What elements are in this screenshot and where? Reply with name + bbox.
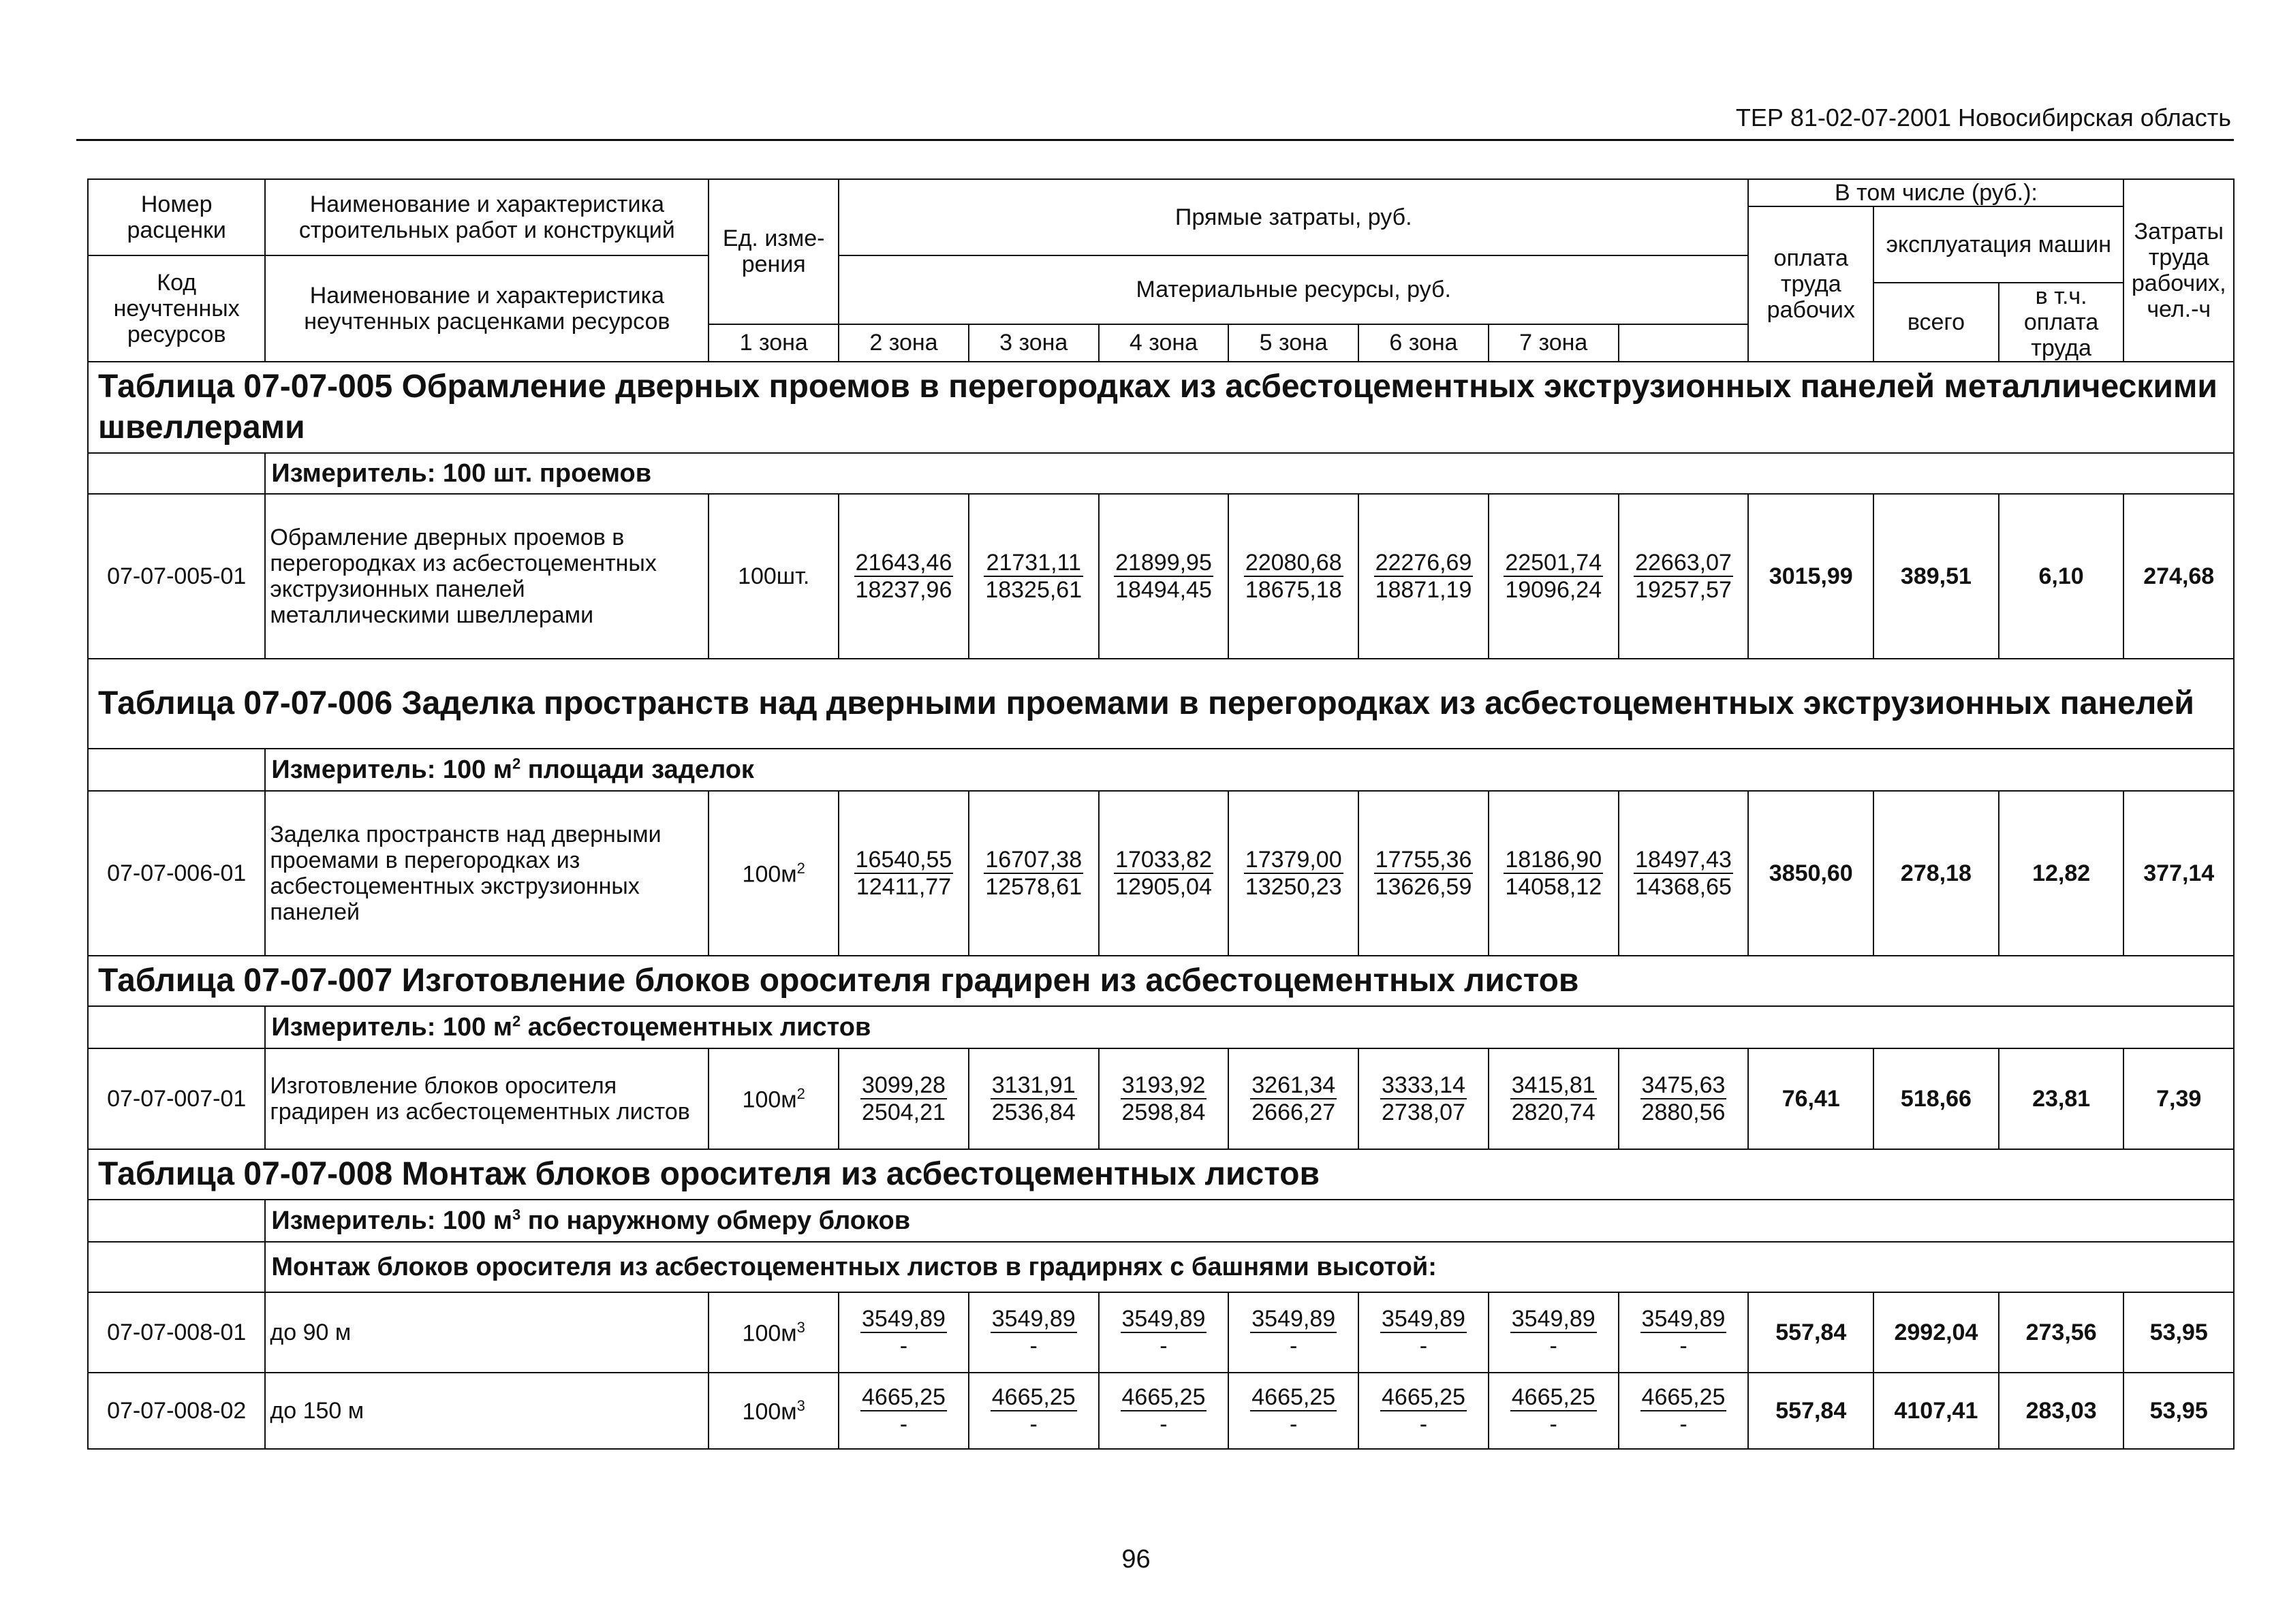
zone-value <box>1228 494 1358 659</box>
direct-cost: 16540,55 <box>854 847 954 874</box>
direct-cost: 4665,25 <box>1380 1384 1467 1411</box>
machine-labor: 273,56 <box>1999 1292 2124 1373</box>
zone-value <box>969 791 1099 956</box>
direct-cost: 22501,74 <box>1504 550 1603 577</box>
material-cost: 12411,77 <box>856 874 952 901</box>
labor-pay: 3015,99 <box>1748 494 1873 659</box>
col-vtch: в т.ч. оплата труда <box>1999 283 2124 362</box>
col-ekspl: эксплуатация машин <box>1873 206 2123 283</box>
labor-hours: 53,95 <box>2123 1373 2234 1449</box>
zone-header: 5 зона <box>1228 324 1358 362</box>
labor-pay: 76,41 <box>1748 1048 1873 1149</box>
direct-cost: 18497,43 <box>1634 847 1733 874</box>
empty-cell <box>88 1200 265 1242</box>
page-number: 96 <box>1121 1545 1151 1574</box>
direct-cost: 17379,00 <box>1244 847 1343 874</box>
direct-cost: 3333,14 <box>1380 1072 1467 1099</box>
zone-value <box>969 1292 1099 1373</box>
col-kod: Код неучтенных ресурсов <box>88 255 265 362</box>
rate-unit: 100шт. <box>709 494 839 659</box>
material-cost: - <box>1029 1411 1038 1438</box>
direct-cost: 3549,89 <box>991 1306 1077 1333</box>
zone-value <box>1489 1048 1619 1149</box>
meter-label: Измеритель: 100 $м^2$ площади заделок <box>265 749 2234 791</box>
direct-cost: 18186,90 <box>1504 847 1603 874</box>
zone-value <box>1619 791 1749 956</box>
zone-value <box>1489 494 1619 659</box>
material-cost: 18675,18 <box>1245 577 1342 604</box>
material-cost: 2666,27 <box>1251 1099 1336 1126</box>
zone-header: 1 зона <box>709 324 839 362</box>
zone-value <box>1099 1048 1229 1149</box>
zone-value <box>1228 1292 1358 1373</box>
direct-cost: 22080,68 <box>1244 550 1343 577</box>
direct-cost: 16707,38 <box>984 847 1083 874</box>
zone-value <box>1358 494 1489 659</box>
table-row <box>88 791 2234 956</box>
zone-value <box>1489 1292 1619 1373</box>
direct-cost: 4665,25 <box>1250 1384 1337 1411</box>
zone-value <box>1619 1048 1749 1149</box>
labor-hours: 377,14 <box>2123 791 2234 956</box>
labor-pay: 557,84 <box>1748 1373 1873 1449</box>
zone-value <box>1228 1048 1358 1149</box>
zone-value <box>1489 1373 1619 1449</box>
zone-value <box>1099 494 1229 659</box>
direct-cost: 22276,69 <box>1374 550 1474 577</box>
machine-labor: 23,81 <box>1999 1048 2124 1149</box>
direct-cost: 21643,46 <box>854 550 954 577</box>
material-cost: 2820,74 <box>1511 1099 1596 1126</box>
direct-cost: 4665,25 <box>1640 1384 1727 1411</box>
zone-value <box>1099 1373 1229 1449</box>
zone-header: 3 зона <box>969 324 1099 362</box>
zone-value <box>1228 791 1358 956</box>
material-cost: 18237,96 <box>855 577 952 604</box>
table-title: Таблица 07-07-008 Монтаж блоков оросителя из асбестоцементных листов <box>88 1149 2234 1200</box>
material-cost: - <box>1160 1333 1168 1360</box>
machine-total: 389,51 <box>1873 494 1999 659</box>
labor-pay: 557,84 <box>1748 1292 1873 1373</box>
zone-value <box>1358 1373 1489 1449</box>
direct-cost: 3099,28 <box>860 1072 947 1099</box>
zone-value <box>969 1373 1099 1449</box>
material-cost: - <box>1419 1411 1428 1438</box>
rate-code: 07-07-005-01 <box>88 494 265 659</box>
header-rule <box>76 139 2234 141</box>
direct-cost: 17033,82 <box>1114 847 1213 874</box>
material-cost: 19257,57 <box>1635 577 1732 604</box>
material-cost: - <box>1029 1333 1038 1360</box>
zone-value <box>839 1048 969 1149</box>
document-header: ТЕР 81-02-07-2001 Новосибирская область <box>1735 104 2231 131</box>
zone-value <box>1228 1373 1358 1449</box>
table-row <box>88 1292 2234 1373</box>
rate-code: 07-07-007-01 <box>88 1048 265 1149</box>
zone-header: 6 зона <box>1358 324 1489 362</box>
direct-cost: 4665,25 <box>1121 1384 1207 1411</box>
rate-code: 07-07-006-01 <box>88 791 265 956</box>
material-cost: 13250,23 <box>1245 874 1342 901</box>
col-naim: Наименование и характеристика строительных работ и конструкций <box>265 179 709 255</box>
rates-table <box>87 178 2235 1450</box>
col-ed: Ед. изме-рения <box>709 179 839 324</box>
col-nomer: Номер расценки <box>88 179 265 255</box>
machine-labor: 283,03 <box>1999 1373 2124 1449</box>
col-v-tom-chisle: В том числе (руб.): <box>1748 179 2123 206</box>
direct-cost: 21899,95 <box>1114 550 1213 577</box>
direct-cost: 4665,25 <box>1510 1384 1597 1411</box>
col-naim2: Наименование и характеристика неучтенных расценками ресурсов <box>265 255 709 362</box>
direct-cost: 3415,81 <box>1510 1072 1597 1099</box>
zone-value <box>1619 494 1749 659</box>
zone-value <box>969 1048 1099 1149</box>
direct-cost: 3475,63 <box>1640 1072 1727 1099</box>
col-material: Материальные ресурсы, руб. <box>839 255 1748 324</box>
table-row <box>88 1048 2234 1149</box>
col-vsego: всего <box>1873 283 1999 362</box>
material-cost: - <box>1160 1411 1168 1438</box>
direct-cost: 22663,07 <box>1634 550 1733 577</box>
rate-name: до 150 м <box>265 1373 709 1449</box>
empty-cell <box>88 749 265 791</box>
material-cost: - <box>1290 1411 1298 1438</box>
material-cost: 14368,65 <box>1635 874 1732 901</box>
table-row <box>88 494 2234 659</box>
meter-label: Измеритель: 100 $м^2$ асбестоцементных листов <box>265 1006 2234 1048</box>
zone-value <box>1489 791 1619 956</box>
rate-name: Заделка пространств над дверными проемами в перегородках из асбестоцементных экструзионных панелей <box>265 791 709 956</box>
zone-value <box>839 791 969 956</box>
zone-value <box>1619 1373 1749 1449</box>
material-cost: - <box>1419 1333 1428 1360</box>
machine-total: 278,18 <box>1873 791 1999 956</box>
material-cost: - <box>1549 1333 1557 1360</box>
direct-cost: 4665,25 <box>860 1384 947 1411</box>
subheading: Монтаж блоков оросителя из асбестоцементных листов в градирнях с башнями высотой: <box>265 1242 2234 1292</box>
rate-unit: $100м^2$ <box>709 1048 839 1149</box>
rate-code: 07-07-008-02 <box>88 1373 265 1449</box>
material-cost: - <box>1679 1333 1687 1360</box>
machine-total: 4107,41 <box>1873 1373 1999 1449</box>
col-zatraty: Затраты труда рабочих, чел.-ч <box>2123 179 2234 362</box>
empty-cell <box>88 1006 265 1048</box>
meter-label: Измеритель: 100 $м^3$ по наружному обмеру блоков <box>265 1200 2234 1242</box>
direct-cost: 3549,89 <box>1250 1306 1337 1333</box>
machine-total: 518,66 <box>1873 1048 1999 1149</box>
direct-cost: 3549,89 <box>1510 1306 1597 1333</box>
material-cost: - <box>1679 1411 1687 1438</box>
material-cost: 14058,12 <box>1505 874 1602 901</box>
zone-value <box>1099 1292 1229 1373</box>
rate-code: 07-07-008-01 <box>88 1292 265 1373</box>
machine-labor: 6,10 <box>1999 494 2124 659</box>
empty-cell <box>88 1242 265 1292</box>
table-title: Таблица 07-07-005 Обрамление дверных проемов в перегородках из асбестоцементных экструзионных панелей металлическими швеллерами <box>88 362 2234 453</box>
material-cost: 12578,61 <box>985 874 1083 901</box>
direct-cost: 17755,36 <box>1374 847 1474 874</box>
col-oplata: оплата труда рабочих <box>1748 206 1873 362</box>
rate-name: Изготовление блоков оросителя градирен из асбестоцементных листов <box>265 1048 709 1149</box>
empty-cell <box>88 453 265 494</box>
direct-cost: 3549,89 <box>860 1306 947 1333</box>
material-cost: - <box>899 1411 908 1438</box>
labor-hours: 274,68 <box>2123 494 2234 659</box>
table-title: Таблица 07-07-007 Изготовление блоков оросителя градирен из асбестоцементных листов <box>88 956 2234 1006</box>
material-cost: - <box>899 1333 908 1360</box>
direct-cost: 3549,89 <box>1121 1306 1207 1333</box>
zone-value <box>1358 1048 1489 1149</box>
direct-cost: 3549,89 <box>1380 1306 1467 1333</box>
table-row <box>88 1373 2234 1449</box>
material-cost: 2738,07 <box>1382 1099 1465 1126</box>
material-cost: 19096,24 <box>1505 577 1602 604</box>
material-cost: 2504,21 <box>862 1099 946 1126</box>
table-title: Таблица 07-07-006 Заделка пространств над дверными проемами в перегородках из асбестоцементных экструзионных панелей <box>88 659 2234 749</box>
zone-value <box>839 494 969 659</box>
zone-header: 7 зона <box>1489 324 1619 362</box>
material-cost: - <box>1549 1411 1557 1438</box>
zone-value <box>839 1373 969 1449</box>
direct-cost: 21731,11 <box>984 550 1083 577</box>
material-cost: 2880,56 <box>1641 1099 1726 1126</box>
col-pryamye: Прямые затраты, руб. <box>839 179 1748 255</box>
zone-value <box>969 494 1099 659</box>
direct-cost: 3193,92 <box>1121 1072 1207 1099</box>
labor-hours: 7,39 <box>2123 1048 2234 1149</box>
zone-value <box>1358 1292 1489 1373</box>
machine-labor: 12,82 <box>1999 791 2124 956</box>
material-cost: 2536,84 <box>991 1099 1076 1126</box>
rate-name: до 90 м <box>265 1292 709 1373</box>
direct-cost: 3549,89 <box>1640 1306 1727 1333</box>
machine-total: 2992,04 <box>1873 1292 1999 1373</box>
labor-hours: 53,95 <box>2123 1292 2234 1373</box>
direct-cost: 4665,25 <box>991 1384 1077 1411</box>
direct-cost: 3131,91 <box>991 1072 1077 1099</box>
zone-value <box>839 1292 969 1373</box>
zone-value <box>1619 1292 1749 1373</box>
zone-header: 2 зона <box>839 324 969 362</box>
material-cost: 18325,61 <box>985 577 1083 604</box>
rate-unit: $100м^2$ <box>709 791 839 956</box>
material-cost: 12905,04 <box>1115 874 1212 901</box>
rate-unit: $100м^3$ <box>709 1292 839 1373</box>
direct-cost: 3261,34 <box>1250 1072 1337 1099</box>
material-cost: 18871,19 <box>1375 577 1472 604</box>
material-cost: 18494,45 <box>1115 577 1212 604</box>
zone-value <box>1358 791 1489 956</box>
rate-unit: $100м^3$ <box>709 1373 839 1449</box>
material-cost: 13626,59 <box>1375 874 1472 901</box>
material-cost: - <box>1290 1333 1298 1360</box>
labor-pay: 3850,60 <box>1748 791 1873 956</box>
zone-value <box>1099 791 1229 956</box>
material-cost: 2598,84 <box>1121 1099 1206 1126</box>
zone-header: 4 зона <box>1099 324 1229 362</box>
rate-name: Обрамление дверных проемов в перегородках из асбестоцементных экструзионных панелей металлическими швеллерами <box>265 494 709 659</box>
meter-label: Измеритель: 100 шт. проемов <box>265 453 2234 494</box>
